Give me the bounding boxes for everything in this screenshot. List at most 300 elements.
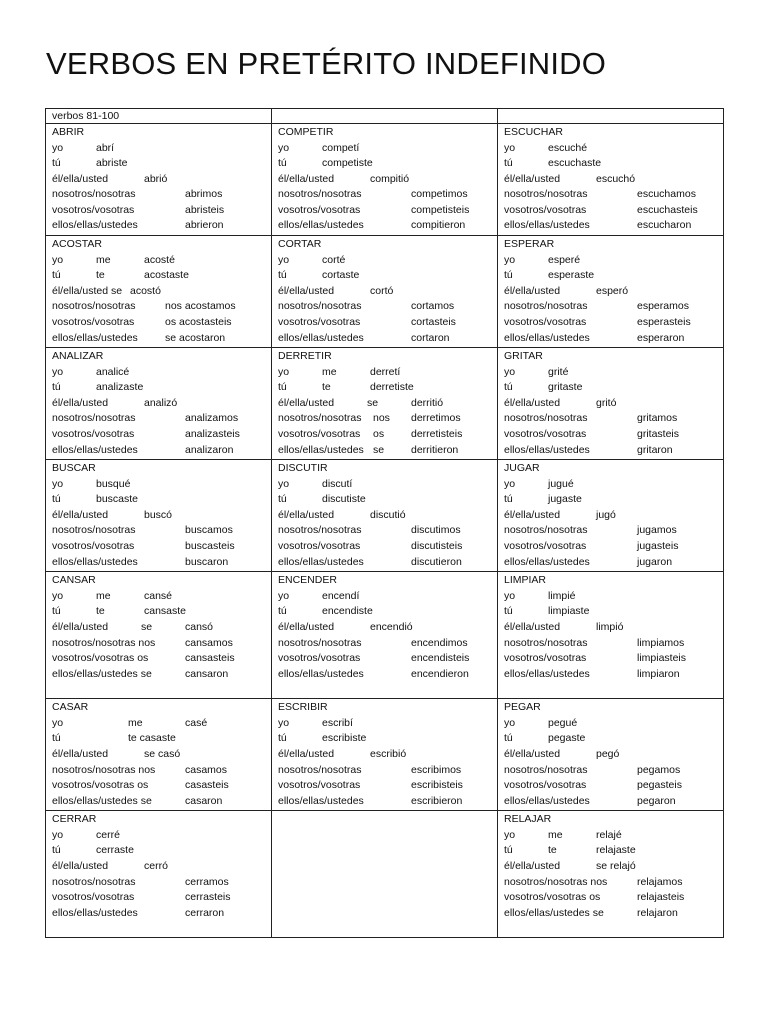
header-cell [46, 109, 272, 124]
conjugation-line [504, 859, 717, 875]
verb-form: os acostasteis [165, 315, 232, 328]
conjugation-line [278, 731, 491, 747]
conjugation-line [52, 589, 265, 605]
verb-form: acosté [144, 253, 175, 266]
verb-cell [46, 236, 272, 348]
verb-form: encendieron [411, 667, 469, 680]
conjugation-line [504, 508, 717, 524]
pronoun: vosotros/vosotras [278, 652, 361, 665]
verb-form: relajamos [637, 875, 683, 888]
verb-form: escuchamos [637, 188, 696, 201]
verb-form: jugaste [548, 493, 582, 506]
verb-form: competimos [411, 188, 468, 201]
verb-form: derretisteis [411, 428, 463, 440]
conjugation-line [52, 843, 265, 859]
pronoun: ellos/ellas/ustedes [278, 555, 364, 568]
verb-infinitive: LIMPIAR [504, 574, 547, 587]
conjugation-line [52, 443, 265, 459]
verb-form: jugamos [637, 524, 677, 537]
conjugation-line [504, 843, 717, 859]
reflexive-pronoun: se relajó [596, 860, 636, 872]
conjugation-line [278, 396, 491, 412]
header-cell-empty [272, 109, 498, 124]
conjugation-line [504, 172, 717, 188]
verb-form: cerraste [96, 844, 134, 857]
pronoun: tú [278, 381, 287, 394]
pronoun: él/ella/usted [504, 172, 561, 185]
pronoun: nosotros/nosotras [52, 300, 136, 313]
verb-cell [46, 348, 272, 460]
pronoun: tú [504, 493, 513, 506]
verb-form: cerré [96, 828, 120, 841]
verb-form: casé [185, 716, 208, 729]
conjugation-line [52, 141, 265, 157]
pronoun: ellos/ellas/ustedes [278, 331, 364, 344]
pronoun: él/ella/usted [278, 396, 335, 409]
verb-infinitive: BUSCAR [52, 462, 96, 475]
pronoun: yo [504, 477, 516, 490]
verb-form: compitió [370, 172, 410, 185]
conjugation-line [52, 365, 265, 381]
verb-form: pegasteis [637, 779, 682, 792]
verb-cell [498, 811, 724, 938]
conjugation-line [278, 539, 491, 555]
pronoun: nosotros/nosotras [504, 763, 588, 776]
verb-form: casaron [185, 794, 223, 807]
pronoun: vosotros/vosotras [52, 891, 135, 904]
verb-infinitive: ANALIZAR [52, 350, 104, 363]
conjugation-line [504, 141, 717, 157]
reflexive-pronoun: se [111, 284, 123, 297]
pronoun: ellos/ellas/ustedes [52, 555, 138, 568]
verb-cell [46, 811, 272, 938]
pronoun: tú [52, 269, 61, 282]
pronoun: ellos/ellas/ustedes se [504, 906, 604, 919]
conjugation-line [52, 427, 265, 443]
reflexive-pronoun: se [373, 443, 385, 456]
verb-infinitive: ESCRIBIR [278, 701, 328, 714]
verb-form: derretimos [411, 412, 461, 425]
verb-form: discutió [370, 508, 406, 521]
conjugation-line [52, 636, 265, 652]
verb-form: derretí [370, 365, 401, 378]
verb-cell [498, 460, 724, 572]
pronoun: yo [278, 365, 290, 378]
conjugation-line [504, 268, 717, 284]
verb-form: pegó [596, 747, 620, 760]
verb-form: cerrasteis [185, 891, 231, 904]
verb-form: discutiste [322, 493, 366, 506]
verb-form: cortamos [411, 300, 455, 313]
pronoun: yo [52, 828, 64, 841]
pronoun: él/ella/usted [52, 284, 109, 297]
verb-form: escribiste [322, 732, 367, 745]
reflexive-pronoun: te [96, 605, 105, 618]
pronoun: él/ella/usted [52, 620, 109, 633]
conjugation-line [504, 477, 717, 493]
conjugation-line [504, 794, 717, 810]
conjugation-line [504, 365, 717, 381]
verb-form: relajasteis [637, 891, 685, 904]
conjugation-line [52, 747, 265, 763]
conjugation-line [278, 218, 491, 234]
verb-form: abrimos [185, 188, 223, 201]
page-title: VERBOS EN PRETÉRITO INDEFINIDO [46, 46, 607, 81]
pronoun: él/ella/usted [52, 860, 109, 872]
pronoun: tú [52, 732, 61, 745]
pronoun: yo [278, 589, 290, 602]
verb-form: cerró [144, 860, 168, 872]
verb-row [46, 699, 724, 811]
verb-form: discutí [322, 477, 353, 490]
conjugation-line [52, 794, 265, 810]
verb-form: limpié [548, 589, 576, 602]
verb-form: abrieron [185, 219, 224, 232]
verb-form: esperé [548, 253, 581, 266]
verb-cell [272, 699, 498, 811]
verb-form: buscaron [185, 555, 229, 568]
pronoun: él/ella/usted [52, 396, 109, 409]
pronoun: tú [504, 605, 513, 618]
conjugation-line [278, 299, 491, 315]
verb-form: encendiste [322, 605, 373, 618]
verb-cell [498, 348, 724, 460]
verb-form: cansasteis [185, 652, 235, 665]
conjugation-line [504, 218, 717, 234]
pronoun: vosotros/vosotras [504, 779, 587, 792]
verb-form: cortasteis [411, 315, 456, 328]
conjugation-line [52, 477, 265, 493]
verb-form: relajaron [637, 906, 678, 919]
reflexive-pronoun: me [322, 365, 337, 378]
pronoun: ellos/ellas/ustedes [278, 794, 364, 807]
pronoun: yo [52, 253, 64, 266]
conjugation-line [278, 716, 491, 732]
verb-form: busqué [96, 477, 131, 490]
verb-form: escuchasteis [637, 203, 698, 216]
reflexive-pronoun: te [96, 269, 105, 282]
verb-form: limpiaste [548, 605, 590, 618]
reflexive-pronoun: me [96, 589, 111, 602]
conjugation-line [278, 411, 491, 427]
verb-row [46, 124, 724, 236]
pronoun: yo [504, 141, 516, 154]
verb-cell [46, 460, 272, 572]
conjugation-line [278, 763, 491, 779]
verb-infinitive: ENCENDER [278, 574, 337, 587]
conjugation-line [504, 875, 717, 891]
pronoun: él/ella/usted [278, 747, 335, 760]
verb-form: encendisteis [411, 652, 470, 665]
pronoun: nosotros/nosotras [504, 188, 588, 201]
verb-form: buscaste [96, 493, 139, 506]
verb-infinitive: CERRAR [52, 813, 97, 826]
verb-form: gritó [596, 396, 617, 409]
verb-form: esperó [596, 284, 629, 297]
conjugation-line [278, 284, 491, 300]
conjugation-line [278, 331, 491, 347]
verb-form: buscó [144, 508, 173, 521]
table-header-row [46, 109, 724, 124]
conjugation-line [504, 331, 717, 347]
verb-infinitive: ACOSTAR [52, 238, 102, 251]
reflexive-pronoun: te [322, 381, 331, 394]
verb-cell [272, 236, 498, 348]
pronoun: ellos/ellas/ustedes [504, 219, 590, 232]
verb-form: competisteis [411, 203, 470, 216]
reflexive-pronoun: os [373, 428, 385, 440]
pronoun: vosotros/vosotras [278, 203, 361, 216]
verb-cell [498, 699, 724, 811]
pronoun: él/ella/usted [278, 508, 335, 521]
conjugation-line [52, 203, 265, 219]
conjugation-line [278, 651, 491, 667]
verb-cell [46, 572, 272, 699]
verb-infinitive: COMPETIR [278, 126, 334, 138]
verb-cell [272, 124, 498, 236]
conjugation-line [52, 731, 265, 747]
verb-infinitive: RELAJAR [504, 813, 552, 826]
pronoun: ellos/ellas/ustedes [52, 443, 138, 456]
conjugation-line [278, 156, 491, 172]
pronoun: yo [52, 365, 64, 378]
verb-form: pegaron [637, 794, 676, 807]
pronoun: tú [278, 732, 287, 745]
conjugation-line [504, 747, 717, 763]
conjugation-line [52, 187, 265, 203]
conjugation-line [52, 380, 265, 396]
conjugation-line [52, 331, 265, 347]
conjugation-line [504, 778, 717, 794]
conjugation-line [504, 156, 717, 172]
verb-form: encendió [370, 620, 413, 633]
conjugation-line [504, 828, 717, 844]
reflexive-pronoun: me [96, 253, 111, 266]
pronoun: tú [278, 493, 287, 506]
pronoun: él/ella/usted [504, 860, 561, 872]
pronoun: él/ella/usted [52, 172, 109, 185]
pronoun: nosotros/nosotras [278, 763, 362, 776]
reflexive-pronoun: me [548, 828, 563, 841]
verb-form: gritasteis [637, 428, 680, 440]
verb-form: cortó [370, 284, 394, 297]
pronoun: él/ella/usted [504, 747, 561, 760]
conjugation-line [52, 906, 265, 922]
pronoun: yo [278, 141, 290, 154]
verb-form: jugaron [637, 555, 673, 568]
pronoun: nosotros/nosotras nos [52, 636, 156, 649]
pronoun: él/ella/usted [504, 284, 561, 297]
conjugation-line [278, 268, 491, 284]
pronoun: ellos/ellas/ustedes [504, 667, 590, 680]
pronoun: tú [278, 157, 287, 170]
conjugation-line [504, 604, 717, 620]
pronoun: tú [52, 493, 61, 506]
pronoun: nosotros/nosotras [52, 875, 136, 888]
verb-form: esperamos [637, 300, 689, 313]
conjugation-line [52, 299, 265, 315]
conjugation-line [278, 187, 491, 203]
conjugation-line [278, 172, 491, 188]
verb-form: abrió [144, 172, 168, 185]
pronoun: ellos/ellas/ustedes [504, 331, 590, 344]
conjugation-line [504, 380, 717, 396]
verb-form: limpió [596, 620, 624, 633]
verb-infinitive: JUGAR [504, 462, 540, 475]
verb-row [46, 348, 724, 460]
conjugation-line [278, 747, 491, 763]
verb-cell [46, 124, 272, 236]
verb-form: derritió [411, 396, 444, 409]
reflexive-pronoun: me [128, 716, 143, 729]
verb-form: acostaste [144, 269, 189, 282]
reflexive-pronoun: se casó [144, 747, 181, 760]
pronoun: él/ella/usted [52, 747, 109, 760]
empty-cell [272, 811, 498, 938]
verb-form: cerraron [185, 906, 225, 919]
pronoun: nosotros/nosotras nos [52, 763, 156, 776]
conjugation-line [52, 396, 265, 412]
verb-form: derritieron [411, 443, 459, 456]
conjugation-line [504, 443, 717, 459]
pronoun: tú [504, 269, 513, 282]
verb-row [46, 460, 724, 572]
verb-form: relajé [596, 828, 622, 841]
reflexive-pronoun: te [548, 844, 557, 857]
verb-infinitive: CASAR [52, 701, 89, 714]
verb-form: jugué [548, 477, 574, 490]
pronoun: yo [504, 589, 516, 602]
conjugation-line [52, 253, 265, 269]
verb-form: analizó [144, 396, 178, 409]
verb-form: analizasteis [185, 428, 240, 440]
conjugation-line [278, 604, 491, 620]
verb-form: escuchaste [548, 157, 602, 170]
pronoun: ellos/ellas/ustedes [278, 219, 364, 232]
conjugation-line [504, 555, 717, 571]
conjugation-line [52, 875, 265, 891]
verb-form: discutimos [411, 524, 461, 537]
conjugation-line [504, 299, 717, 315]
conjugation-line [504, 253, 717, 269]
pronoun: nosotros/nosotras nos [504, 875, 608, 888]
pronoun: vosotros/vosotras [504, 652, 587, 665]
conjugation-line [278, 253, 491, 269]
conjugation-line [52, 523, 265, 539]
pronoun: tú [504, 732, 513, 745]
pronoun: vosotros/vosotras [52, 315, 135, 328]
pronoun: vosotros/vosotras [278, 315, 361, 328]
verb-form: compitieron [411, 219, 466, 232]
conjugation-line [278, 365, 491, 381]
pronoun: nosotros/nosotras [278, 188, 362, 201]
pronoun: vosotros/vosotras [504, 540, 587, 553]
verb-form: pegamos [637, 763, 681, 776]
pronoun: él/ella/usted [504, 620, 561, 633]
verb-infinitive: CANSAR [52, 574, 96, 587]
conjugation-line [278, 778, 491, 794]
verb-form: cortaron [411, 331, 450, 344]
conjugation-line [278, 203, 491, 219]
pronoun: yo [52, 589, 64, 602]
conjugation-line [504, 539, 717, 555]
pronoun: nosotros/nosotras [278, 636, 362, 649]
verb-cell [272, 460, 498, 572]
pronoun: ellos/ellas/ustedes se [52, 667, 152, 680]
conjugation-line [52, 763, 265, 779]
verb-form: escribió [370, 747, 407, 760]
verb-form: discutieron [411, 555, 462, 568]
conjugation-line [278, 589, 491, 605]
conjugation-line [52, 284, 265, 300]
reflexive-pronoun: se [141, 620, 153, 633]
pronoun: nosotros/nosotras [504, 636, 588, 649]
pronoun: tú [504, 844, 513, 857]
conjugation-line [504, 492, 717, 508]
pronoun: yo [278, 253, 290, 266]
conjugation-line [504, 890, 717, 906]
conjugation-line [504, 396, 717, 412]
verb-form: esperaste [548, 269, 595, 282]
verb-form: abrí [96, 141, 115, 154]
verb-form: abriste [96, 157, 128, 170]
conjugation-line [278, 492, 491, 508]
conjugation-line [52, 172, 265, 188]
verb-form: cortaste [322, 269, 360, 282]
verb-infinitive: ABRIR [52, 126, 85, 138]
verb-form: abristeis [185, 203, 225, 216]
conjugation-line [52, 667, 265, 683]
conjugation-line [504, 906, 717, 922]
conjugation-line [504, 731, 717, 747]
conjugation-line [52, 315, 265, 331]
verb-table [45, 108, 724, 938]
pronoun: vosotros/vosotras os [504, 891, 601, 904]
verb-form: analizaron [185, 443, 234, 456]
conjugation-line [278, 794, 491, 810]
verb-infinitive: CORTAR [278, 238, 322, 251]
verb-form: analicé [96, 365, 130, 378]
verb-cell [498, 236, 724, 348]
verb-form: pegué [548, 716, 578, 729]
pronoun: tú [52, 381, 61, 394]
verb-form: nos acostamos [165, 300, 236, 313]
pronoun: nosotros/nosotras [52, 412, 136, 425]
verb-cell [272, 348, 498, 460]
conjugation-line [278, 315, 491, 331]
verb-infinitive: DERRETIR [278, 350, 332, 363]
pronoun: vosotros/vosotras [278, 428, 361, 440]
pronoun: nosotros/nosotras [278, 300, 362, 313]
conjugation-line [52, 268, 265, 284]
header-label: verbos 81-100 [52, 110, 120, 122]
pronoun: vosotros/vosotras [504, 203, 587, 216]
verb-form: grité [548, 365, 569, 378]
conjugation-line [278, 508, 491, 524]
conjugation-line [52, 604, 265, 620]
verb-row [46, 811, 724, 938]
conjugation-line [52, 492, 265, 508]
pronoun: nosotros/nosotras [52, 524, 136, 537]
pronoun: tú [52, 844, 61, 857]
pronoun: ellos/ellas/ustedes [278, 443, 364, 456]
verb-form: relajaste [596, 844, 636, 857]
pronoun: ellos/ellas/ustedes [278, 667, 364, 680]
verb-cell [498, 572, 724, 699]
conjugation-line [278, 555, 491, 571]
verb-form: cansó [185, 620, 214, 633]
verb-form: encendí [322, 589, 360, 602]
